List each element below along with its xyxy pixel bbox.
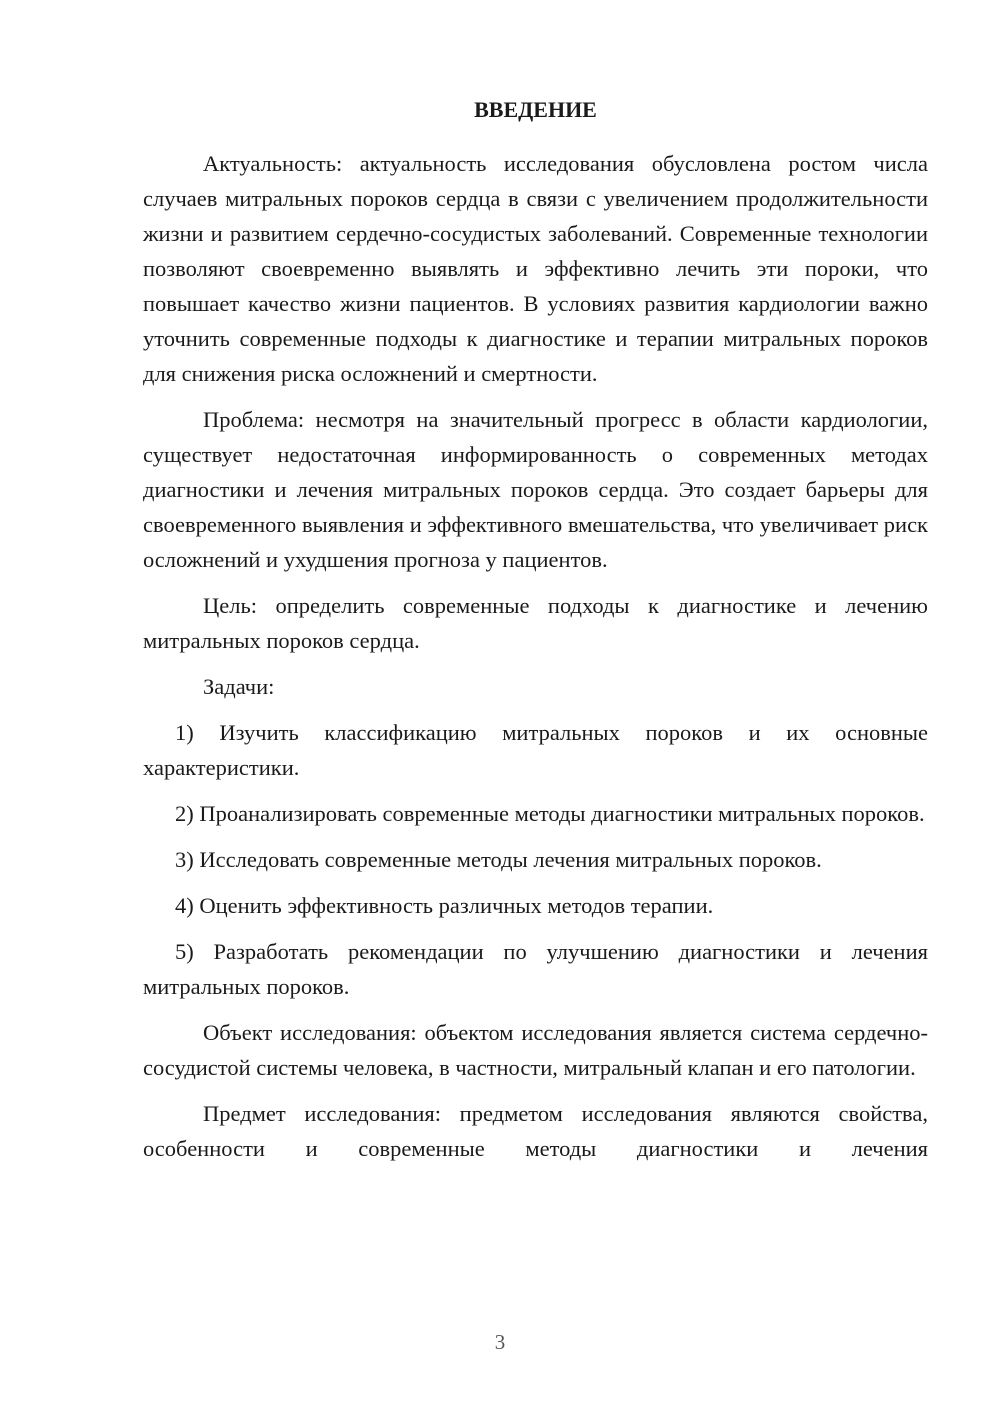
- tasks-heading: Задачи:: [203, 674, 275, 699]
- paragraph-problem: Проблема: несмотря на значительный прогресс в области кардиологии, существует недостаточная информированность о современных методах диагностики и лечения митральных пороков сердца. Это создает барьеры для своевременного выявления и эффективного вмешательства, что увеличивает риск осложнений и ухудшения прогноза у пациентов.: [143, 407, 928, 572]
- paragraph-subject: Предмет исследования: предметом исследования являются свойства, особенности и современные методы диагностики и лечения: [143, 1101, 928, 1161]
- task-item-5: 5) Разработать рекомендации по улучшению диагностики и лечения митральных пороков.: [143, 939, 928, 999]
- page-number: 3: [494, 1330, 506, 1354]
- task-item-4: 4) Оценить эффективность различных методов терапии.: [175, 893, 714, 918]
- task-item-3: 3) Исследовать современные методы лечения митральных пороков.: [175, 847, 822, 872]
- section-title: ВВЕДЕНИЕ: [474, 97, 597, 122]
- task-item-2: 2) Проанализировать современные методы диагностики митральных пороков.: [175, 801, 925, 826]
- paragraph-goal: Цель: определить современные подходы к диагностике и лечению митральных пороков сердца.: [143, 593, 928, 653]
- paragraph-relevance: Актуальность: актуальность исследования обусловлена ростом числа случаев митральных пороков сердца в связи с увеличением продолжительности жизни и развитием сердечно-сосудистых заболеваний. Современные технологии позволяют своевременно выявлять и эффективно лечить эти пороки, что повышает качество жизни пациентов. В условиях развития кардиологии важно уточнить современные подходы к диагностике и терапии митральных пороков для снижения риска осложнений и смертности.: [143, 151, 928, 386]
- document-page: [143, 92, 928, 1177]
- paragraph-object: Объект исследования: объектом исследования является система сердечно-сосудистой системы человека, в частности, митральный клапан и его патологии.: [143, 1020, 928, 1080]
- task-item-1: 1) Изучить классификацию митральных пороков и их основные характеристики.: [143, 720, 928, 780]
